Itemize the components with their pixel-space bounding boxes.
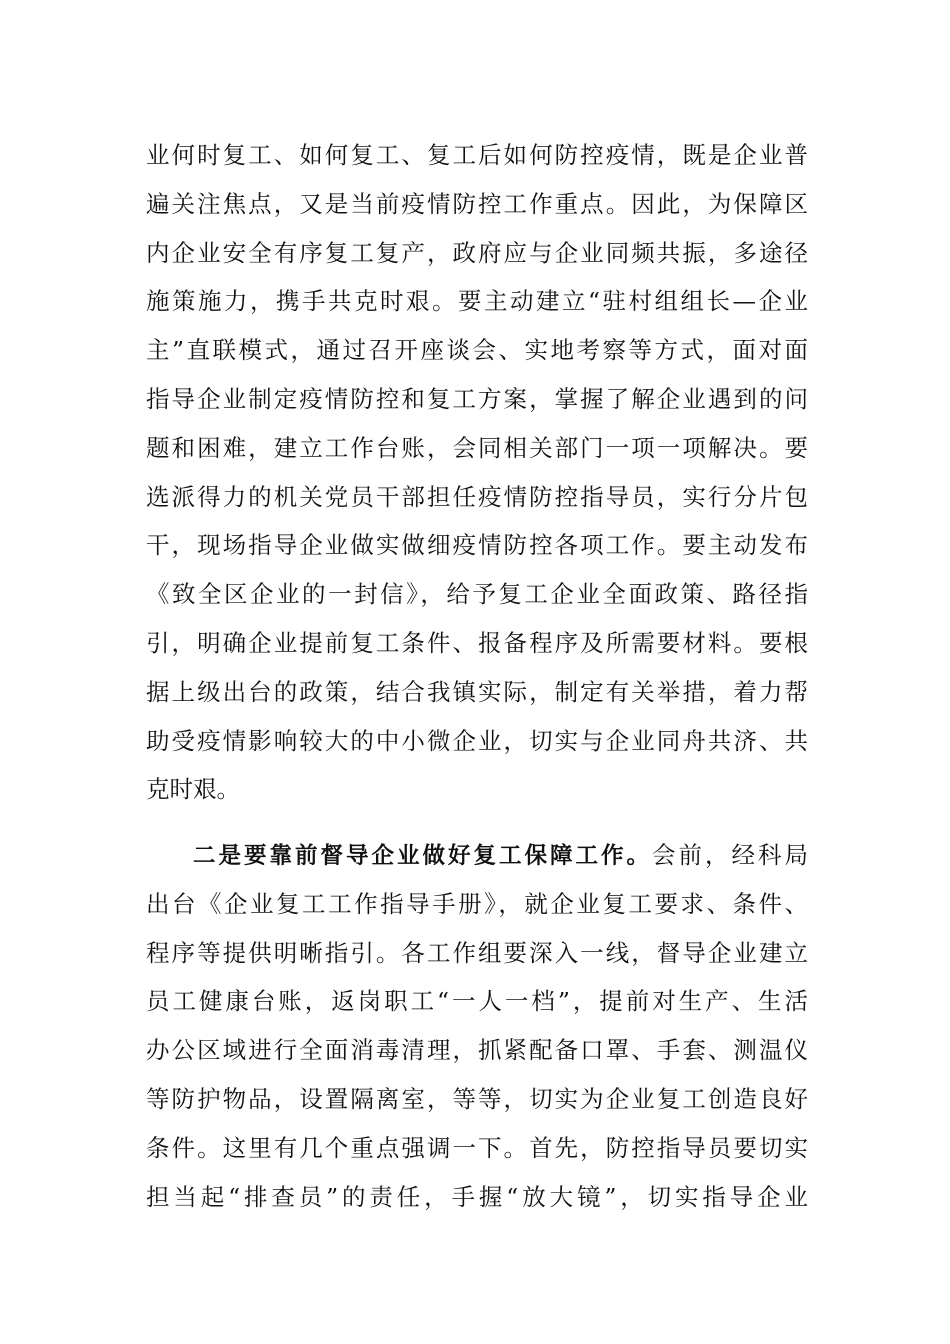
paragraph-2-first-line <box>146 831 808 880</box>
text-line: 施策施力，携手共克时艰。要主动建立“驻村组组长—企业 <box>146 287 808 316</box>
text-line: 遍关注焦点，又是当前疫情防控工作重点。因此，为保障区 <box>146 189 808 218</box>
text-line: 《致全区企业的一封信》，给予复工企业全面政策、路径指 <box>146 580 808 609</box>
text-line: 程序等提供明晰指引。各工作组要深入一线，督导企业建立 <box>146 938 808 967</box>
text-line: 干，现场指导企业做实做细疫情防控各项工作。要主动发布 <box>146 531 808 560</box>
text-line: 业何时复工、如何复工、复工后如何防控疫情，既是企业普 <box>146 141 808 169</box>
paragraph-2 <box>146 831 808 1221</box>
text-line: 员工健康台账，返岗职工“一人一档”，提前对生产、生活 <box>146 987 808 1016</box>
text-line: 克时艰。 <box>146 775 240 804</box>
text-line: 选派得力的机关党员干部担任疫情防控指导员，实行分片包 <box>146 482 808 511</box>
text-line: 等防护物品，设置隔离室，等等，切实为企业复工创造良好 <box>146 1084 808 1113</box>
text-line: 内企业安全有序复工复产，政府应与企业同频共振，多途径 <box>146 238 808 267</box>
text-line: 出台《企业复工工作指导手册》，就企业复工要求、条件、 <box>146 889 808 918</box>
text-line: 条件。这里有几个重点强调一下。首先，防控指导员要切实 <box>146 1133 808 1162</box>
paragraph-heading-rest: 会前，经科局 <box>652 841 808 869</box>
text-line: 题和困难，建立工作台账，会同相关部门一项一项解决。要 <box>146 433 808 462</box>
text-line: 担当起“排查员”的责任，手握“放大镜”，切实指导企业 <box>146 1182 808 1211</box>
text-line: 指导企业制定疫情防控和复工方案，掌握了解企业遇到的问 <box>146 384 808 413</box>
paragraph-1 <box>146 131 808 814</box>
text-line: 助受疫情影响较大的中小微企业，切实与企业同舟共济、共 <box>146 726 808 755</box>
text-line: 据上级出台的政策，结合我镇实际，制定有关举措，着力帮 <box>146 677 808 706</box>
text-line: 办公区域进行全面消毒清理，抓紧配备口罩、手套、测温仪 <box>146 1036 808 1065</box>
text-line: 引，明确企业提前复工条件、报备程序及所需要材料。要根 <box>146 628 808 657</box>
paragraph-heading: 二是要靠前督导企业做好复工保障工作。 <box>193 843 652 869</box>
text-line: 主”直联模式，通过召开座谈会、实地考察等方式，面对面 <box>146 336 808 365</box>
